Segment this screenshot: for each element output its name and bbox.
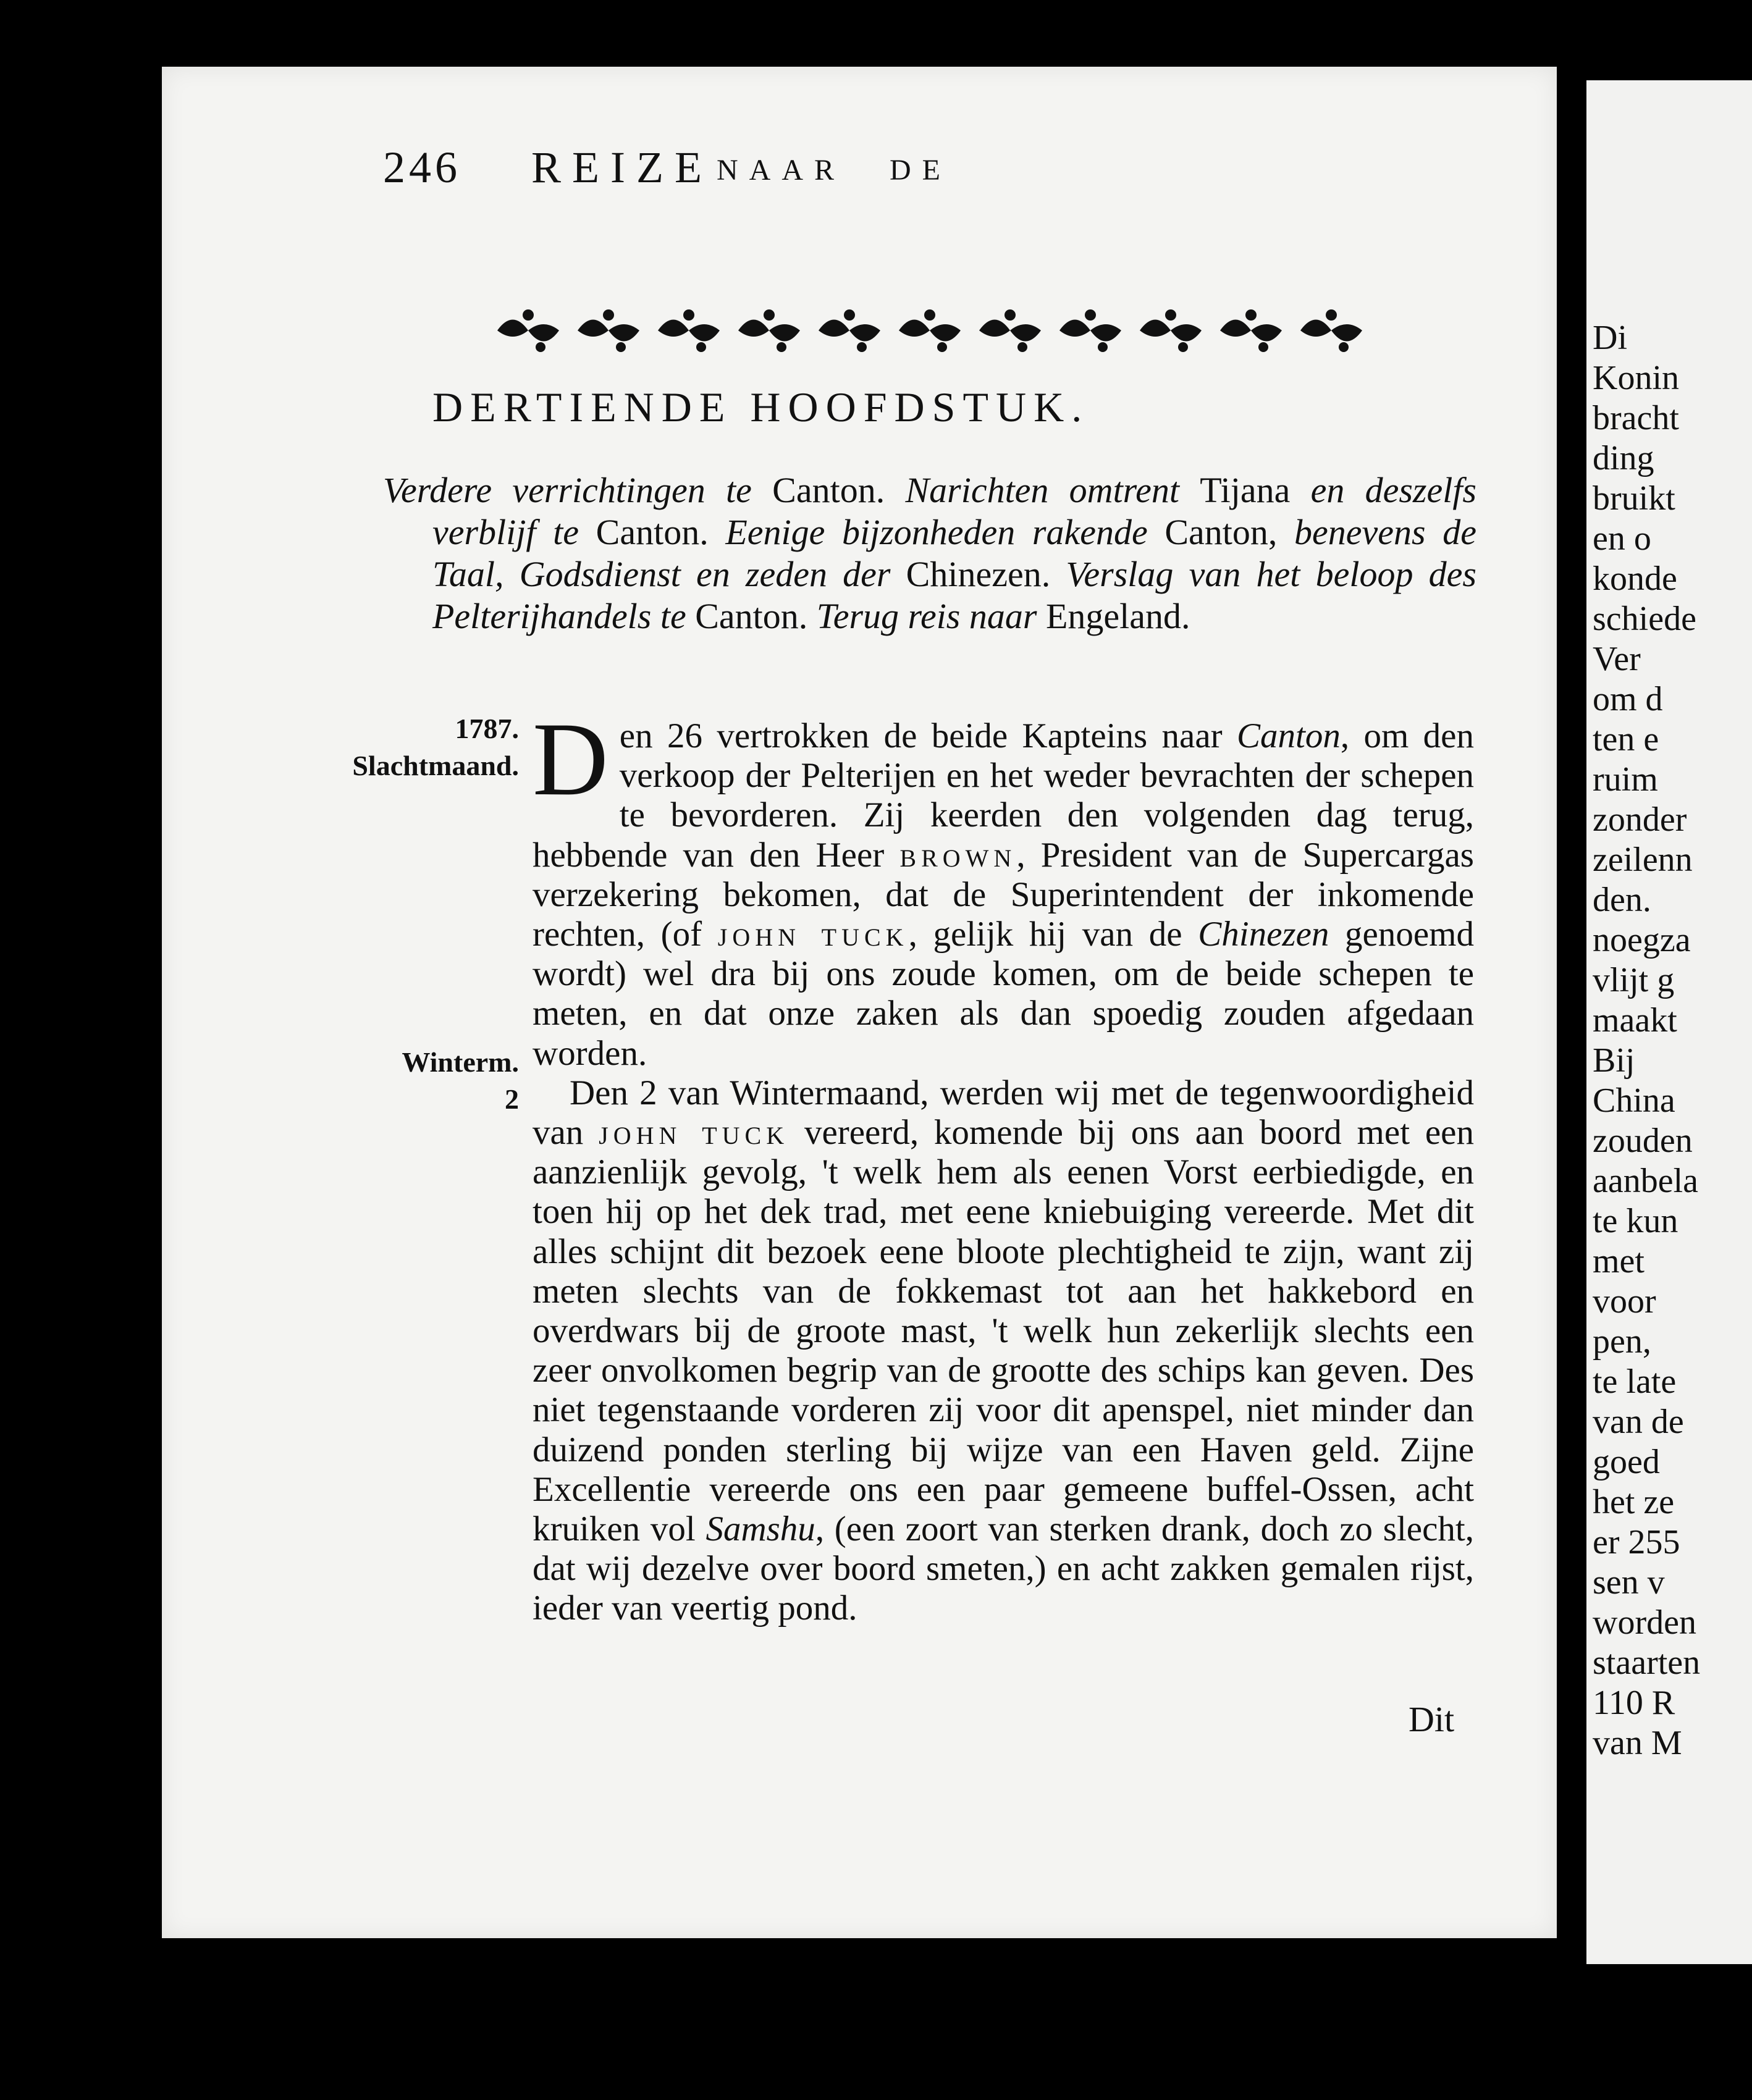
header-word-de: DE [890, 154, 951, 187]
facing-line: konde [1593, 560, 1677, 598]
body.p2-run: john tuck [599, 1113, 790, 1153]
ornament-bud [1258, 342, 1268, 352]
facing-line: zouden [1593, 1122, 1693, 1160]
floral-ornament-icon [494, 296, 1378, 364]
ornament-sprig [497, 320, 559, 342]
facing-line: van M [1593, 1724, 1682, 1762]
facing-line: Bij [1593, 1041, 1635, 1080]
summary-run: en deszelfs verblijf te [432, 470, 1477, 552]
ornament-bud [857, 342, 867, 352]
ornament-sprig [819, 320, 880, 342]
body.p1-run: brown [899, 835, 1017, 875]
ornament-bud [924, 309, 935, 321]
header-word-reize: REIZE [531, 143, 713, 192]
facing-line: pen, [1593, 1322, 1651, 1361]
facing-line: bruikt [1593, 479, 1675, 518]
facing-line: te kun [1593, 1202, 1678, 1240]
facing-line: Ver [1593, 640, 1641, 678]
body.p1-run: Canton [1237, 716, 1341, 755]
margin-year: 1787. [455, 713, 519, 744]
facing-line: den. [1593, 881, 1651, 919]
facing-page [1586, 80, 1752, 1964]
summary-run: Chinezen. [906, 554, 1051, 594]
body.p2-run: Den 2 van Wintermaand, werden wij met de tegenwoordigheid van [533, 1073, 1474, 1153]
facing-line: ruim [1593, 760, 1658, 799]
body-text [533, 701, 1474, 1629]
facing-line: bracht [1593, 399, 1679, 437]
margin-note-date-2 [346, 1044, 519, 1118]
margin-month: Slachtmaand. [352, 750, 519, 781]
ornament-bud [844, 309, 855, 321]
facing-line: met [1593, 1242, 1645, 1280]
ornament-bud [1165, 309, 1176, 321]
body.p1-run: john tuck [717, 915, 909, 954]
paragraph-1 [533, 701, 1474, 1073]
paragraph-2 [533, 1073, 1474, 1629]
ornament-sprig [738, 320, 800, 342]
ornament-sprig [1220, 320, 1282, 342]
margin-day-2: 2 [505, 1083, 519, 1115]
summary-run: Canton. [596, 512, 709, 552]
running-header [383, 142, 1371, 216]
ornament-sprig [578, 320, 639, 342]
ornament-bud [616, 342, 626, 352]
summary-run: Engeland. [1045, 596, 1190, 636]
ornament-bud [1004, 309, 1016, 321]
ornament-bud [1339, 342, 1349, 352]
ornament-bud [536, 342, 545, 352]
summary-run: Canton. [695, 596, 808, 636]
facing-line: vlijt g [1593, 961, 1675, 999]
body.p1-run: , President van de Supercargas verzekering bekomen, dat de Superintendent der inkomende rechten, (of [533, 835, 1474, 954]
facing-line: zonder [1593, 800, 1687, 839]
ornament-bud [1098, 342, 1108, 352]
ornament-bud [777, 342, 786, 352]
facing-line: Di [1593, 319, 1627, 357]
facing-page-text [1593, 318, 1700, 1763]
margin-note-date-1 [346, 710, 519, 784]
ornament-sprig [1300, 320, 1362, 342]
body.p2-run: , (een zoort van sterken drank, doch zo slecht, dat wij dezelve over boord smeten,) en acht zakken gemalen rijst, ieder van veertig pond. [533, 1510, 1474, 1628]
ornament-bud [523, 309, 534, 321]
body.p2-run: Samshu [705, 1510, 815, 1549]
facing-line: voor [1593, 1282, 1656, 1321]
body.p1-run: , gelijk hij van de [908, 915, 1198, 954]
ornament-bud [1085, 309, 1096, 321]
facing-line: aanbela [1593, 1162, 1698, 1200]
ornament-sprig [979, 320, 1041, 342]
ornament-bud [1245, 309, 1257, 321]
summary-run: benevens de Taal, Godsdienst en zeden der [432, 512, 1476, 594]
chapter-summary [383, 469, 1476, 637]
summary-run: Eenige bijzonheden rakende [708, 512, 1165, 552]
facing-line: er 255 [1593, 1523, 1680, 1561]
ornament-bud [1017, 342, 1027, 352]
header-word-naar: NAAR [717, 154, 846, 187]
facing-line: noegza [1593, 921, 1691, 959]
facing-line: ding [1593, 439, 1654, 477]
ornament-sprig [899, 320, 961, 342]
margin-month-2: Winterm. [402, 1046, 519, 1078]
ornament-bud [603, 309, 614, 321]
facing-line: worden [1593, 1603, 1696, 1642]
facing-line: goed [1593, 1443, 1660, 1481]
facing-line: sen v [1593, 1563, 1665, 1602]
facing-line: maakt [1593, 1001, 1677, 1040]
facing-line: staarten [1593, 1644, 1701, 1682]
body.p1-run: genoemd wordt) wel dra bij ons zoude komen, om de beide schepen te meten, en dat onze zaken als dan spoedig zouden afgedaan worden. [533, 915, 1474, 1073]
body.p2-run: vereerd, komende bij ons aan boord met een aanzienlijk gevolg, 't welk hem als eenen Vorst eerbiedigde, en toen hij op het dek trad, met eene kniebuiging vereerde. Met dit alles schijnt dit bezoek eene bloote plechtigheid te zijn, want zij meten slechts van de fokkemast tot aan het hakkebord en overdwars bij de groote mast, 't welk hun zekerlijk slechts een zeer onvolkomen begrip van de grootte des schips kan geven. Des niet tegenstaande vorderen zij voor dit apenspel, niet minder dan duizend ponden sterling bij wijze van een Haven geld. Zijne Excellentie vereerde ons een paar gemeene buffel-Ossen, acht kruiken vol [533, 1113, 1474, 1549]
ornament-bud [683, 309, 694, 321]
facing-line: om d [1593, 680, 1663, 718]
summary-run: Canton, [1164, 512, 1278, 552]
summary-run: Terug reis naar [807, 596, 1046, 636]
ornament-bud [764, 309, 775, 321]
ornament-sprig [1140, 320, 1202, 342]
catchword: Dit [1409, 1699, 1455, 1739]
facing-line: ten e [1593, 720, 1659, 758]
ornament-sprig [658, 320, 720, 342]
summary-run: Canton. [772, 470, 885, 510]
facing-line: het ze [1593, 1483, 1675, 1521]
body.p1-run: Chinezen [1198, 915, 1329, 954]
summary-run: Narichten omtrent [885, 470, 1200, 510]
summary-run: Verslag van het beloop des Pelterijhandels te [432, 554, 1476, 636]
ornament-bud [696, 342, 706, 352]
facing-line: 110 R [1593, 1684, 1675, 1722]
page-number: 246 [383, 143, 461, 192]
summary-run: Tijana [1200, 470, 1291, 510]
facing-line: van de [1593, 1403, 1684, 1441]
body.p1-run: , om den verkoop der Pelterijen en het weder bevrachten der schepen te bevorderen. Zij keerden den volgenden dag terug, hebbende van den Heer [533, 716, 1474, 875]
facing-line: Konin [1593, 359, 1679, 397]
facing-line: te late [1593, 1363, 1677, 1401]
facing-line: schiede [1593, 600, 1696, 638]
facing-line: China [1593, 1082, 1675, 1120]
summary-run: Verdere verrichtingen te [383, 470, 773, 510]
ornament-bud [1178, 342, 1188, 352]
chapter-title: DERTIENDE HOOFDSTUK. [432, 384, 1090, 430]
facing-line: zeilenn [1593, 841, 1693, 879]
ornament-sprig [1059, 320, 1121, 342]
ornament-bud [1326, 309, 1337, 321]
body.p1-run: en 26 vertrokken de beide Kapteins naar [619, 716, 1237, 755]
facing-line: en o [1593, 519, 1651, 558]
ornament-bud [937, 342, 947, 352]
drop-cap: D [533, 701, 609, 817]
